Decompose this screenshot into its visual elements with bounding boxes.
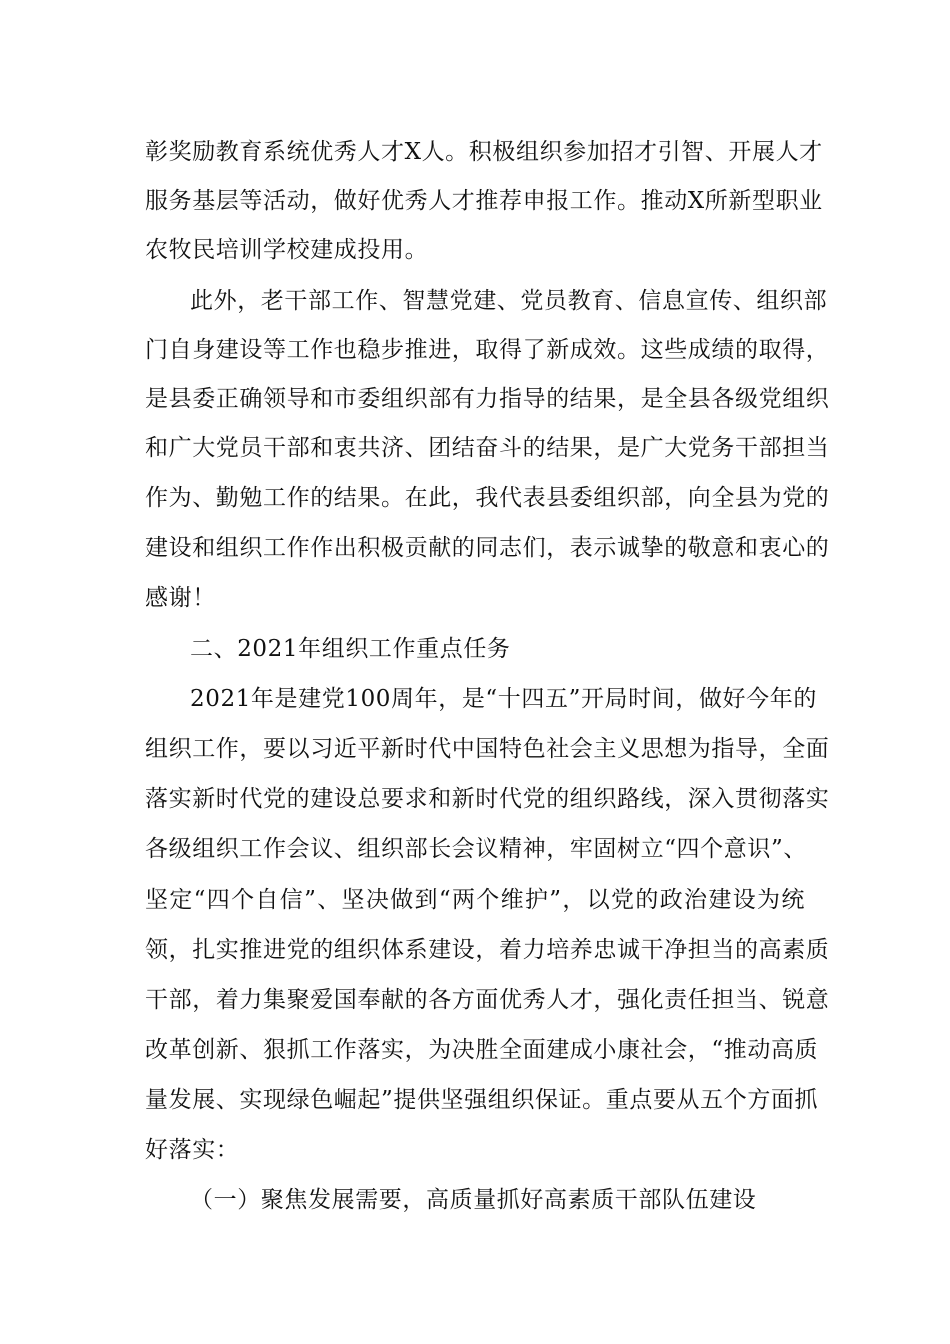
paragraph-line: 领，扎实推进党的组织体系建设，着力培养忠诚干净担当的高素质 bbox=[145, 937, 830, 963]
paragraph-line: 是县委正确领导和市委组织部有力指导的结果，是全县各级党组织 bbox=[145, 386, 830, 412]
paragraph-line: 2021年是建党100周年，是“十四五”开局时间，做好今年的 bbox=[190, 686, 817, 712]
section-heading: 二、2021年组织工作重点任务 bbox=[190, 636, 511, 662]
paragraph-line: 改革创新、狠抓工作落实，为决胜全面建成小康社会，“推动高质 bbox=[145, 1037, 819, 1063]
paragraph-line: 坚定“四个自信”、坚决做到“两个维护”，以党的政治建设为统 bbox=[145, 887, 805, 913]
paragraph-line: 农牧民培训学校建成投用。 bbox=[145, 237, 429, 263]
paragraph-line: 门自身建设等工作也稳步推进，取得了新成效。这些成绩的取得， bbox=[145, 337, 830, 363]
paragraph-line: 好落实： bbox=[145, 1137, 240, 1163]
paragraph-line: 彰奖励教育系统优秀人才X人。积极组织参加招才引智、开展人才 bbox=[145, 139, 823, 165]
paragraph-line: 作为、勤勉工作的结果。在此，我代表县委组织部，向全县为党的 bbox=[145, 485, 830, 511]
paragraph-line: 落实新时代党的建设总要求和新时代党的组织路线，深入贯彻落实 bbox=[145, 786, 830, 812]
paragraph-line: 感谢！ bbox=[145, 585, 216, 611]
paragraph-line: 各级组织工作会议、组织部长会议精神，牢固树立“四个意识”、 bbox=[145, 836, 807, 862]
paragraph-line: 服务基层等活动，做好优秀人才推荐申报工作。推动X所新型职业 bbox=[145, 188, 823, 214]
paragraph-line: 和广大党员干部和衷共济、团结奋斗的结果，是广大党务干部担当 bbox=[145, 435, 830, 461]
paragraph-line: 干部，着力集聚爱国奉献的各方面优秀人才，强化责任担当、锐意 bbox=[145, 987, 830, 1013]
paragraph-line: 组织工作，要以习近平新时代中国特色社会主义思想为指导，全面 bbox=[145, 736, 830, 762]
paragraph-line: 此外，老干部工作、智慧党建、党员教育、信息宣传、组织部 bbox=[190, 288, 828, 314]
paragraph-line: 量发展、实现绿色崛起”提供坚强组织保证。重点要从五个方面抓 bbox=[145, 1087, 819, 1113]
paragraph-line: 建设和组织工作作出积极贡献的同志们，表示诚挚的敬意和衷心的 bbox=[145, 535, 830, 561]
subsection-heading: （一）聚焦发展需要，高质量抓好高素质干部队伍建设 bbox=[190, 1187, 757, 1213]
